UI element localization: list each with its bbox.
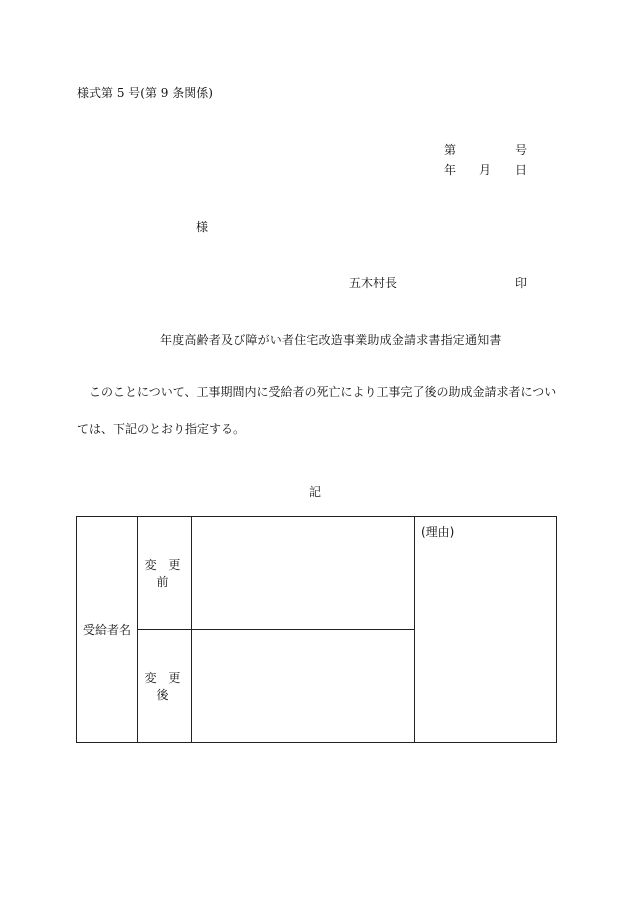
issuer-name: 五木村長 <box>349 276 398 290</box>
form-number: 様式第 5 号(第 9 条関係) <box>77 86 213 100</box>
recipient-label-cell <box>77 517 138 743</box>
number-label: 第 <box>444 143 457 157</box>
before-label-cell <box>138 517 192 630</box>
before-value-cell[interactable] <box>192 517 415 630</box>
addressee-honorific: 様 <box>196 220 209 234</box>
recipient-label: 受給者名 <box>82 623 131 637</box>
after-label-cell <box>138 630 192 743</box>
day-label: 日 <box>515 163 528 177</box>
before-label: 変 更 前 <box>144 558 185 589</box>
reason-cell[interactable] <box>415 517 557 743</box>
after-value-cell[interactable] <box>192 630 415 743</box>
seal-mark: 印 <box>515 276 528 290</box>
document-title: 年度高齢者及び障がい者住宅改造事業助成金請求書指定通知書 <box>160 333 502 347</box>
ki-heading: 記 <box>309 485 322 499</box>
recipient-change-table <box>76 516 557 743</box>
number-suffix: 号 <box>515 143 528 157</box>
after-label: 変 更 後 <box>144 671 185 702</box>
body-paragraph: このことについて、工事期間内に受給者の死亡により工事完了後の助成金請求者については、下記のとおり指定する。 <box>77 385 557 436</box>
reason-label: (理由) <box>421 525 455 539</box>
month-label: 月 <box>479 163 492 177</box>
year-label: 年 <box>444 163 457 177</box>
